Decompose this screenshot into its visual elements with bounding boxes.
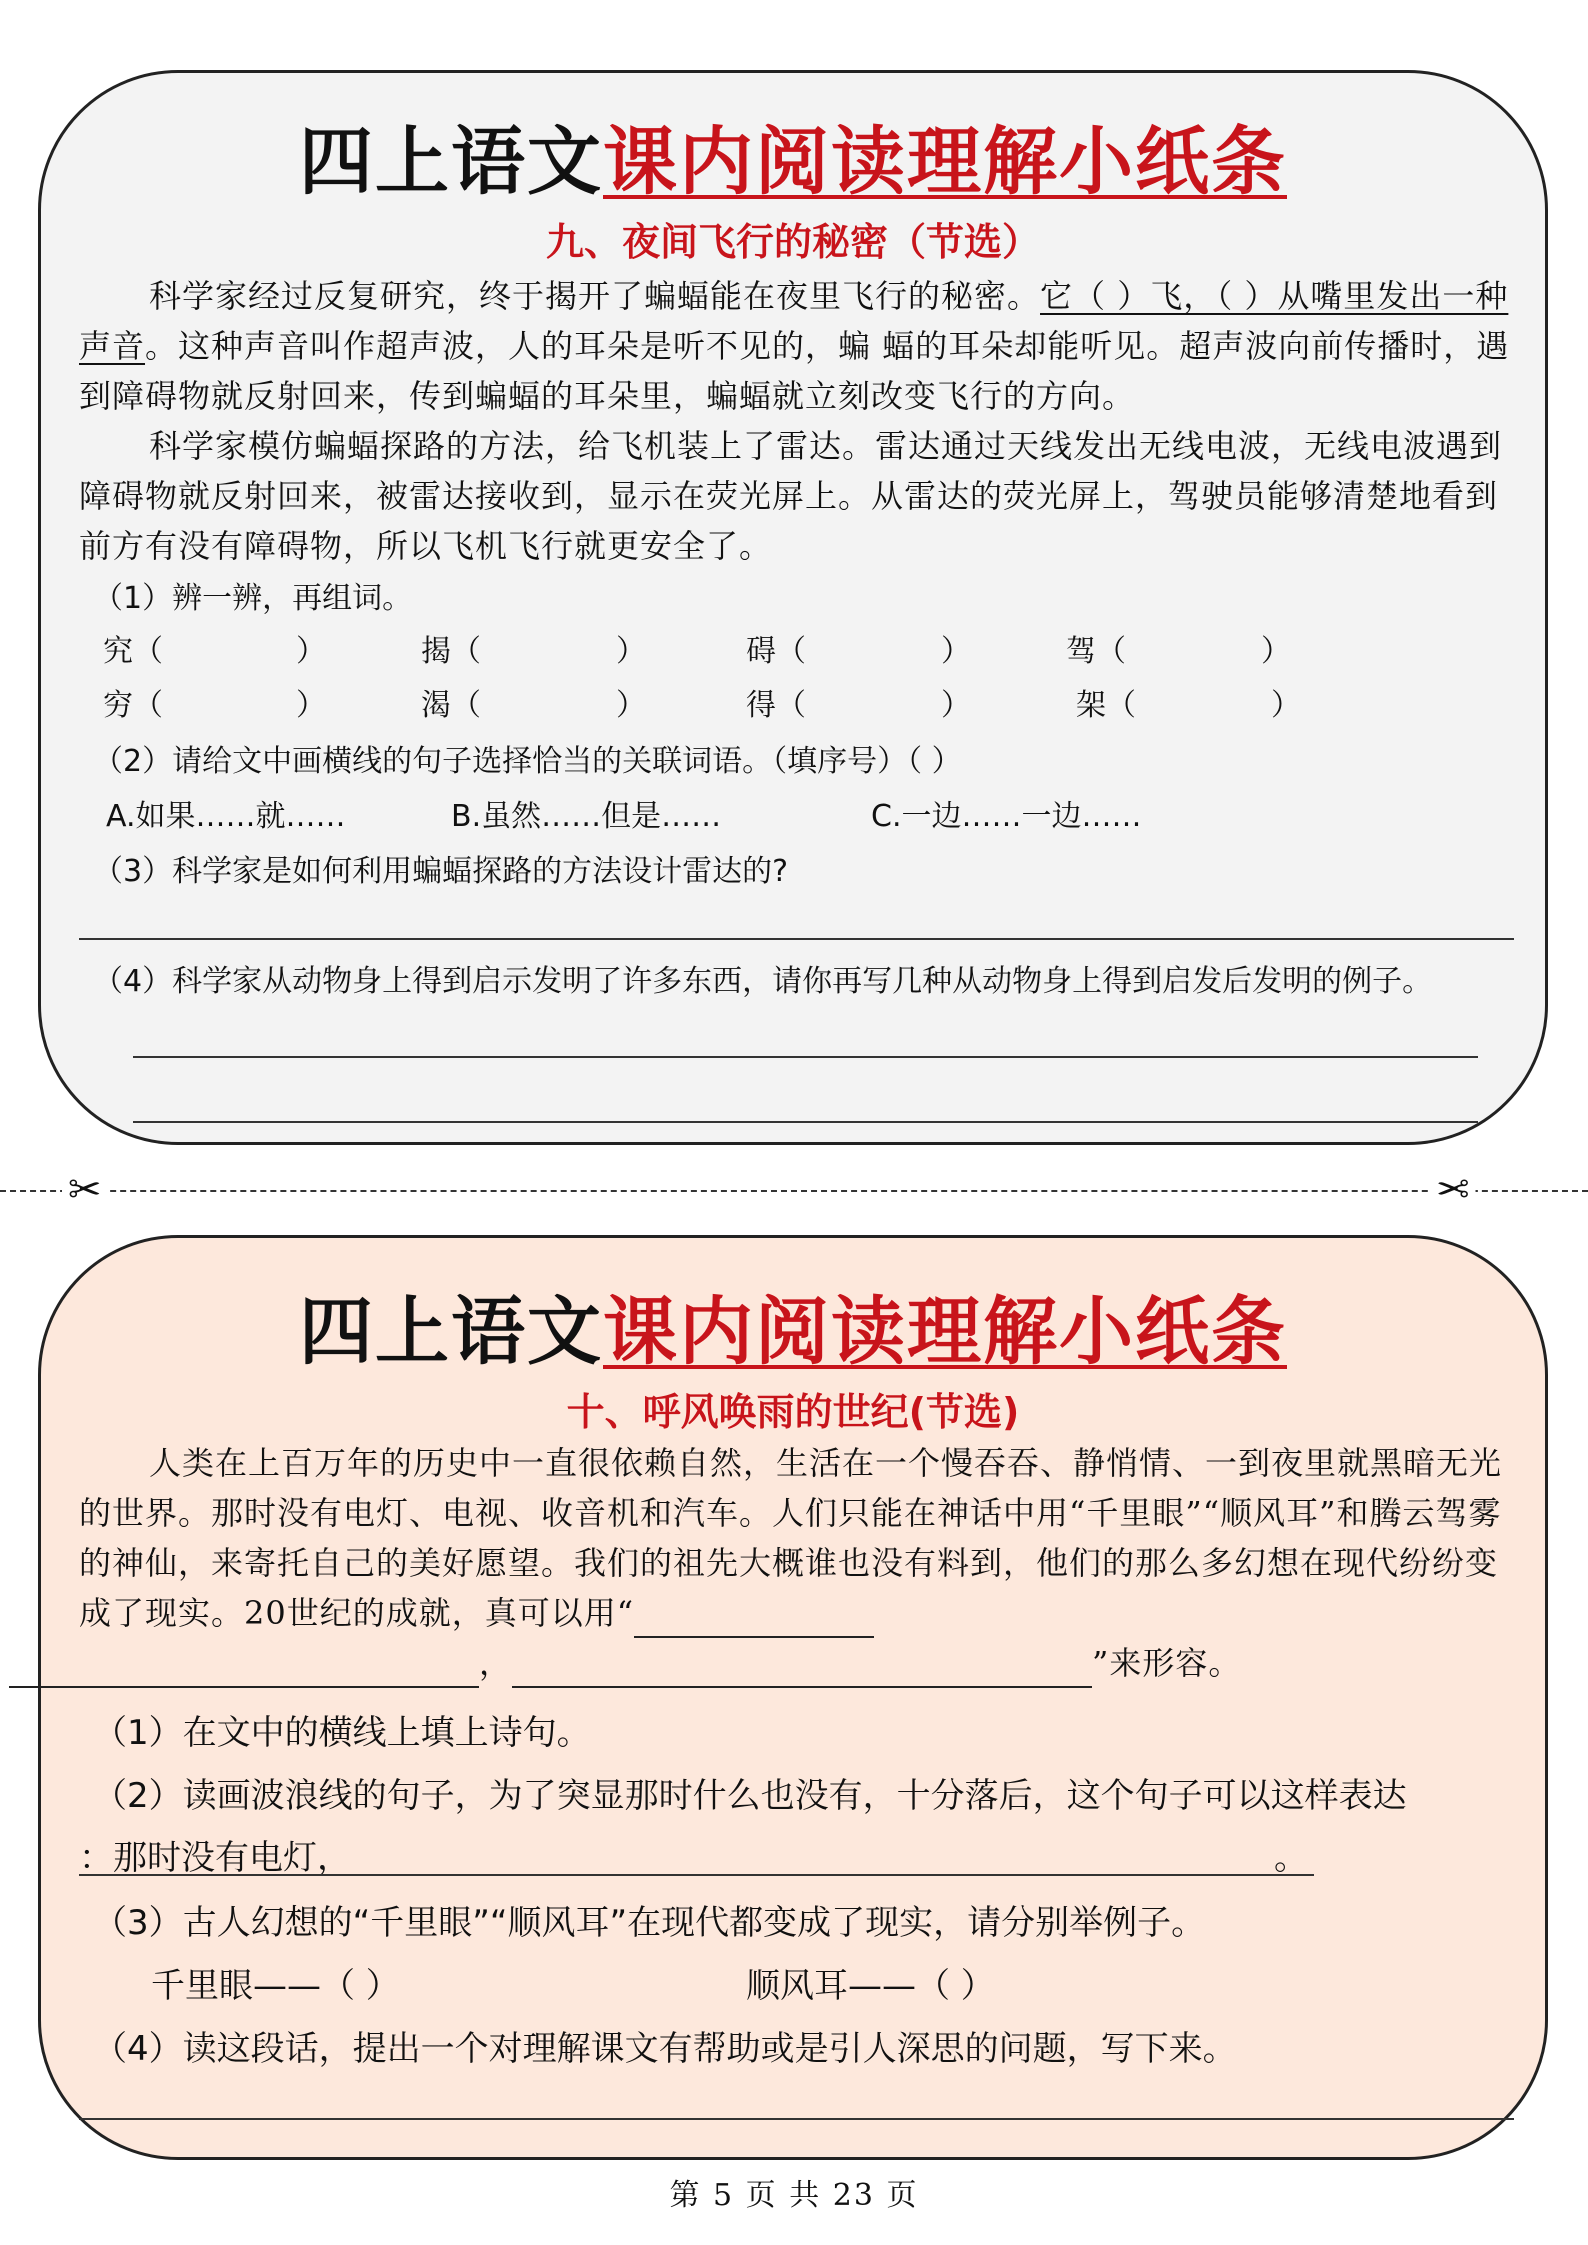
question-4: （4）科学家从动物身上得到启示发明了许多东西，请你再写几种从动物身上得到启发后发明的例子。 <box>93 964 1433 999</box>
example-shunfenger: 顺风耳——（ ） <box>746 1966 995 2006</box>
word-item: 驾（ <box>1066 634 1126 669</box>
answer-line[interactable] <box>133 1121 1478 1123</box>
question-2: （2）读画波浪线的句子，为了突显那时什么也没有，十分落后，这个句子可以这样表达 <box>93 1776 1407 1816</box>
word-item: 架（ <box>1076 688 1136 723</box>
option-a: A.如果……就…… <box>106 799 346 834</box>
question-1: （1）辨一辨，再组词。 <box>93 581 413 616</box>
word-item: 得（ <box>746 688 806 723</box>
lesson-subtitle: 九、夜间飞行的秘密（节选） <box>545 220 1040 264</box>
word-paren: ） <box>941 634 971 669</box>
answer-line[interactable] <box>79 938 1514 940</box>
word-paren: ） <box>296 634 326 669</box>
word-paren: ） <box>941 688 971 723</box>
title-grade: 四上语文 <box>299 119 603 205</box>
scissors-icon: ✂ <box>1430 1168 1476 1212</box>
page-footer: 第 5 页 共 23 页 <box>669 2178 919 2213</box>
answer-line[interactable] <box>79 1874 1314 1876</box>
lesson-subtitle: 十、呼风唤雨的世纪(节选) <box>566 1390 1020 1434</box>
word-paren: ） <box>616 688 646 723</box>
question-3: （3）古人幻想的“千里眼”“顺风耳”在现代都变成了现实，请分别举例子。 <box>93 1903 1206 1943</box>
fill-blank[interactable] <box>634 1600 874 1638</box>
question-1: （1）在文中的横线上填上诗句。 <box>93 1713 591 1753</box>
word-paren: ） <box>1261 634 1291 669</box>
passage-paragraph: 人类在上百万年的历史中一直很依赖自然，生活在一个慢吞吞、静悄情、一到夜里就黑暗无光的世界。那时没有电灯、电视、收音机和汽车。人们只能在神话中用“千里眼”“顺风耳”和腾云驾雾的神仙，来寄托自己的美好愿望。我们的祖先大概谁也没有料到，他们的那么多幻想在现代纷纷变成了现实。20世纪的成就，真可以用“ ， ”来形容。 <box>79 1438 1515 1688</box>
question-2-continued: ：那时没有电灯， <box>79 1838 351 1878</box>
question-2-end: 。 <box>1274 1838 1308 1878</box>
word-item: 穷（ <box>103 688 163 723</box>
word-item: 揭（ <box>421 634 481 669</box>
title-grade: 四上语文 <box>299 1289 603 1375</box>
answer-line[interactable] <box>133 1056 1478 1058</box>
title-topic: 课内阅读理解小纸条 <box>603 1289 1287 1375</box>
word-paren: ） <box>1271 688 1301 723</box>
card-title <box>41 1273 1545 1379</box>
scissors-icon: ✂ <box>62 1168 108 1212</box>
word-paren: ） <box>296 688 326 723</box>
option-c: C.一边……一边…… <box>871 799 1142 834</box>
question-3: （3）科学家是如何利用蝙蝠探路的方法设计雷达的? <box>93 854 789 889</box>
reading-card-9 <box>38 70 1548 1145</box>
passage-paragraph: 科学家经过反复研究，终于揭开了蝙蝠能在夜里飞行的秘密。它（ ）飞，（ ）从嘴里发出一种声音。这种声音叫作超声波，人的耳朵是听不见的，蝙 蝠的耳朵却能听见。超声波向前传播时，遇到障碍物就反射回来，传到蝙蝠的耳朵里，蝙蝠就立刻改变飞行的方向。 <box>79 277 1510 415</box>
question-4: （4）读这段话，提出一个对理解课文有帮助或是引人深思的问题，写下来。 <box>93 2029 1237 2069</box>
fill-blank[interactable] <box>512 1650 1092 1688</box>
option-b: B.虽然……但是…… <box>451 799 722 834</box>
title-topic: 课内阅读理解小纸条 <box>603 119 1287 205</box>
answer-line[interactable] <box>79 2118 1514 2120</box>
word-item: 究（ <box>103 634 163 669</box>
card-title <box>41 103 1545 209</box>
word-item: 碍（ <box>746 634 806 669</box>
reading-card-10 <box>38 1235 1548 2160</box>
cut-line <box>0 1190 1588 1192</box>
word-item: 渴（ <box>421 688 481 723</box>
passage-paragraph: 科学家模仿蝙蝠探路的方法，给飞机装上了雷达。雷达通过天线发出无线电波，无线电波遇到障碍物就反射回来，被雷达接收到，显示在荧光屏上。从雷达的荧光屏上，驾驶员能够清楚地看到前方有没有障碍物，所以飞机飞行就更安全了。 <box>79 427 1503 565</box>
example-qianliyan: 千里眼——（ ） <box>151 1966 400 2006</box>
fill-blank[interactable] <box>9 1650 479 1688</box>
word-paren: ） <box>616 634 646 669</box>
underlined-sentence: 它（ ）飞，（ ）从嘴里发出一种声音 <box>79 277 1509 365</box>
question-2: （2）请给文中画横线的句子选择恰当的关联词语。（填序号）（ ） <box>93 744 962 779</box>
reading-passage <box>79 1438 1515 1688</box>
reading-passage <box>79 271 1515 571</box>
